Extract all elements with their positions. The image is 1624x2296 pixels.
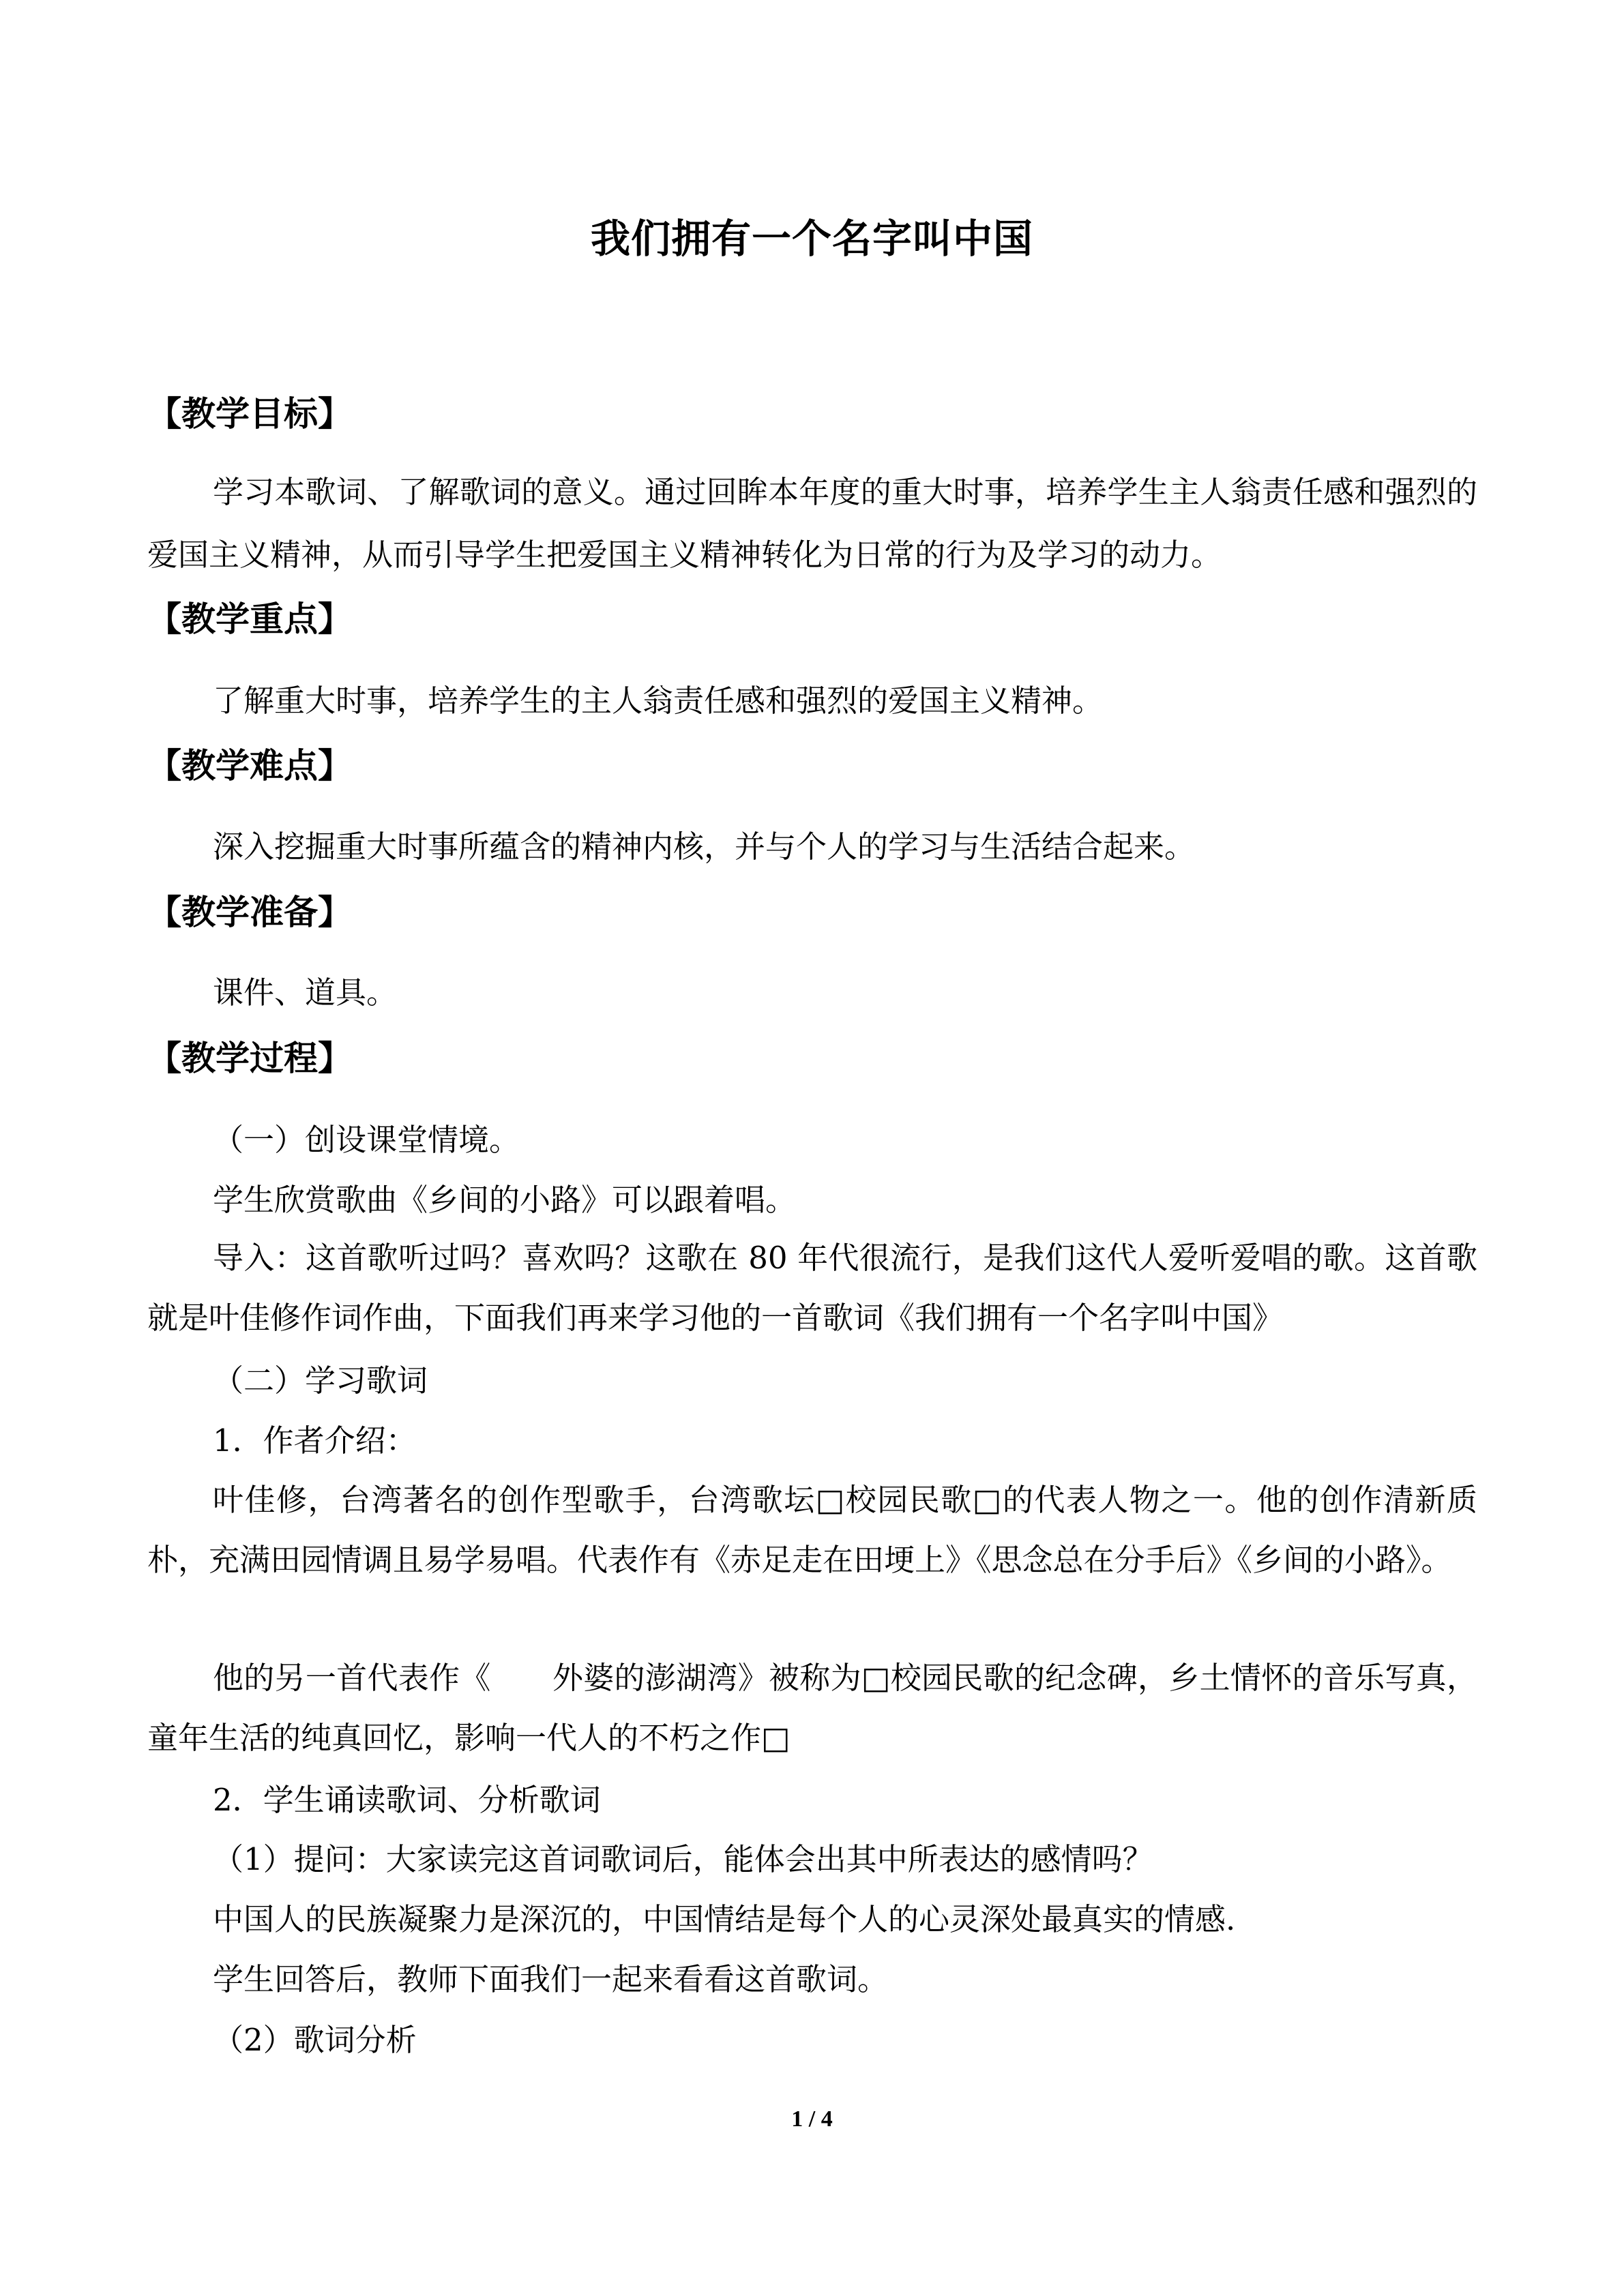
question-1: （1）提问：大家读完这首词歌词后，能体会出其中所表达的感情吗？ <box>213 1841 1153 1877</box>
author-text2-part1: 他的另一首代表作《 <box>213 1660 491 1696</box>
question-2: （2）歌词分析 <box>213 2022 417 2058</box>
read-title: 2．学生诵读歌词、分析歌词 <box>213 1782 601 1818</box>
author-title: 1．作者介绍： <box>213 1422 417 1459</box>
heading-teaching-key: 【教学重点】 <box>147 599 352 639</box>
answer-2: 学生回答后，教师下面我们一起来看看这首歌词。 <box>213 1961 889 1997</box>
heading-teaching-difficulty: 【教学难点】 <box>147 745 352 786</box>
author-text2 <box>147 1648 1477 1768</box>
author-text1: 叶佳修，台湾著名的创作型歌手，台湾歌坛□校园民歌□的代表人物之一。他的创作清新质朴，充满田园情调且易学易唱。代表作有《赤足走在田埂上》《思念总在分手后》《乡间的小路》。 <box>147 1482 1477 1578</box>
heading-teaching-goal: 【教学目标】 <box>147 393 352 434</box>
heading-teaching-process: 【教学过程】 <box>147 1038 352 1078</box>
paragraph-teaching-key: 了解重大时事，培养学生的主人翁责任感和强烈的爱国主义精神。 <box>213 683 1104 719</box>
step1-text1: 学生欣赏歌曲《乡间的小路》可以跟着唱。 <box>213 1182 797 1218</box>
step2-title: （二）学习歌词 <box>213 1362 428 1399</box>
heading-teaching-prep: 【教学准备】 <box>147 892 352 932</box>
paragraph-teaching-prep: 课件、道具。 <box>213 974 398 1011</box>
paragraph-teaching-difficulty: 深入挖掘重大时事所蕴含的精神内核，并与个人的学习与生活结合起来。 <box>213 829 1196 865</box>
step1-text2: 导入：这首歌听过吗？喜欢吗？这歌在 80 年代很流行，是我们这代人爱听爱唱的歌。这首歌就是叶佳修作词作曲，下面我们再来学习他的一首歌词《我们拥有一个名字叫中国》 <box>147 1240 1477 1336</box>
paragraph-teaching-goal: 学习本歌词、了解歌词的意义。通过回眸本年度的重大时事，培养学生主人翁责任感和强烈的爱国主义精神，从而引导学生把爱国主义精神转化为日常的行为及学习的动力。 <box>147 474 1477 573</box>
answer-1: 中国人的民族凝聚力是深沉的，中国情结是每个人的心灵深处最真实的情感. <box>213 1901 1236 1937</box>
step1-title: （一）创设课堂情境。 <box>213 1122 520 1158</box>
author-text2-part2: 外婆的澎湖湾》被称为□校园民歌的纪念碑，乡土情怀的音乐写真，童年生活的纯真回忆，影响一代人的不朽之作□ <box>147 1660 1477 1756</box>
page-number: 1 / 4 <box>791 2106 833 2132</box>
document-title: 我们拥有一个名字叫中国 <box>590 215 1033 262</box>
